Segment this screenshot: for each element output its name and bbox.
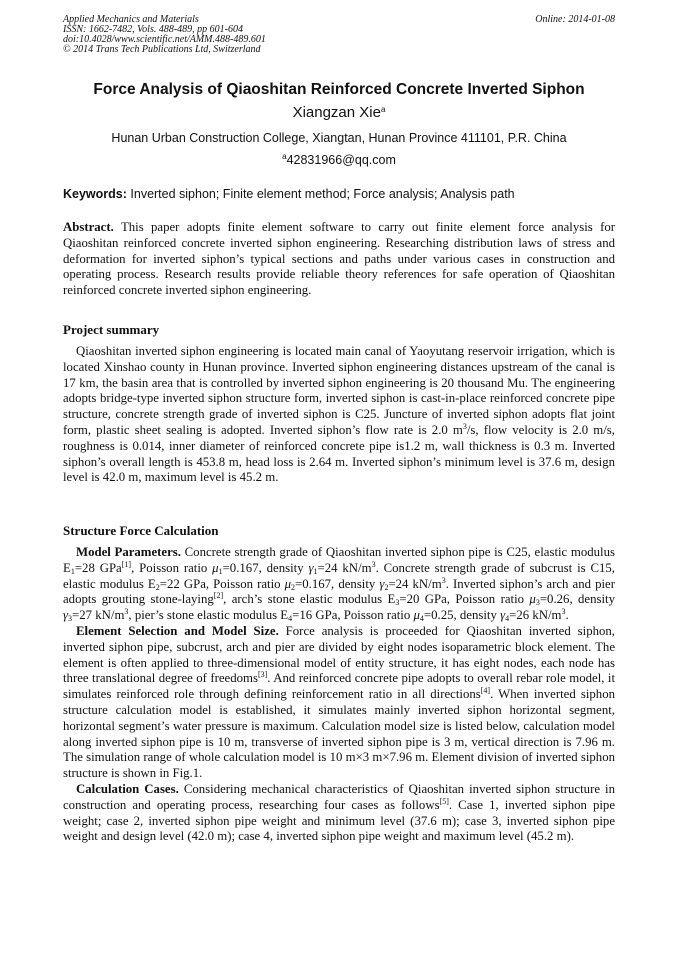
mp-sub: 2	[384, 582, 389, 592]
citation-ref: [1]	[121, 559, 132, 569]
mp-sub: 3	[68, 614, 73, 624]
mp-text: =27 kN/m	[72, 608, 125, 623]
keywords-text: Inverted siphon; Finite element method; Force analysis; Analysis path	[130, 187, 515, 201]
mp-text: =28 GPa	[74, 560, 122, 575]
author-line	[0, 103, 678, 123]
journal-header	[63, 15, 266, 55]
affiliation: Hunan Urban Construction College, Xiangtan, Hunan Province 411101, P.R. China	[111, 131, 567, 145]
calculation-cases-paragraph	[63, 782, 615, 845]
mp-sub: 4	[505, 614, 510, 624]
calculation-cases-label: Calculation Cases.	[76, 781, 179, 796]
mp-sub: 4	[288, 614, 293, 624]
structure-section	[63, 545, 615, 845]
mp-text: , arch’s stone elastic modulus E	[223, 592, 396, 607]
section-heading-structure: Structure Force Calculation	[63, 523, 219, 538]
mp-text: Concrete strength grade of Qiaoshitan inverted siphon pipe is C25, elastic modulus E	[63, 545, 615, 575]
es-text: . When inverted siphon structure calculation model is established, it simulates mainly inverted siphon horizontal segment, horizontal segment’s water pressure is maximum. Calculation model size is listed below, calculation model along inverted siphon pipe is 10 m, transverse of inverted siphon pipe is 3 m, vertical direction is 7.96 m. The simulation range of whole calculation model is 10 m×3 m×7.96 m. Element division of inverted siphon structure is shown in Fig.1.	[63, 687, 615, 781]
journal-copyright: © 2014 Trans Tech Publications Ltd, Switzerland	[63, 44, 261, 55]
abstract-label: Abstract.	[63, 220, 114, 234]
mp-sub: 3	[535, 598, 540, 608]
mp-text: =20 GPa, Poisson ratio	[399, 592, 530, 607]
model-parameters-paragraph	[63, 545, 615, 624]
element-selection-label: Element Selection and Model Size.	[76, 623, 279, 638]
journal-name: Applied Mechanics and Materials	[63, 14, 199, 25]
email-line	[0, 151, 678, 169]
mp-sub: 2	[291, 582, 296, 592]
online-date	[535, 15, 615, 25]
keywords	[63, 185, 615, 203]
mp-text: =22 GPa, Poisson ratio	[159, 576, 285, 591]
mu-symbol: μ	[284, 576, 292, 591]
mp-sub: 1	[313, 566, 318, 576]
mp-text: =0.26, density	[539, 592, 615, 607]
email-address: 42831966@qq.com	[286, 153, 396, 167]
es-text: Force analysis is proceeded for Qiaoshitan inverted siphon, inverted siphon pipe, subcrust, arch and pier are divided by eight nodes isoparametric block element. The element is often applied to three-dimensional model of entity structure, it has eight nodes, each node has three translational degree of freedoms	[63, 623, 615, 686]
mp-sub: 1	[70, 566, 75, 576]
unit-sup: 3	[441, 575, 446, 585]
mp-text: .	[565, 608, 569, 623]
paper-title: Force Analysis of Qiaoshitan Reinforced Concrete Inverted Siphon	[93, 81, 585, 98]
summary-text-1: Qiaoshitan inverted siphon engineering is located main canal of Yaoyutang reservoir irrigation, which is located Xinshao county in Hunan province. Inverted siphon engineering distances upstream of the canal is 17 km, the basin area that is controlled by inverted siphon engineering is 20 thousand Mu. The engineering adopts bridge-type inverted siphon structure form, inverted siphon is cast-in-place reinforced concrete pipe structure, concrete strength grade of inverted siphon is C25. Juncture of inverted siphon adopts flat joint form, plastic sheet sealing is adopted. Inverted siphon’s flow rate is 2.0 m	[63, 344, 615, 437]
mp-text: . Inverted siphon’s arch and pier adopts grouting stone-laying	[63, 576, 615, 607]
citation-ref: [4]	[480, 686, 491, 696]
journal-doi: doi:10.4028/www.scientific.net/AMM.488-489.601	[63, 34, 266, 45]
mp-text: , pier’s stone elastic modulus E	[128, 608, 289, 623]
mp-text: =26 kN/m	[509, 608, 562, 623]
abstract	[63, 220, 615, 299]
mp-text: =0.167, density	[222, 560, 309, 575]
citation-ref: [5]	[439, 796, 449, 806]
email-sup: a	[282, 152, 287, 161]
project-summary-paragraph	[63, 344, 615, 486]
keywords-label: Keywords:	[63, 187, 127, 201]
gamma-symbol: γ	[379, 576, 385, 591]
citation-ref: [2]	[213, 591, 224, 601]
gamma-symbol: γ	[63, 608, 69, 623]
journal-issn: ISSN: 1662-7482, Vols. 488-489, pp 601-604	[63, 24, 243, 35]
mu-symbol: μ	[529, 592, 536, 607]
gamma-symbol: γ	[500, 608, 506, 623]
summary-sup: 3	[462, 421, 467, 431]
unit-sup: 3	[561, 607, 566, 617]
unit-sup: 3	[124, 607, 129, 617]
mp-text: =24 kN/m	[388, 576, 442, 591]
online-date-text: Online: 2014-01-08	[535, 14, 615, 25]
mp-sub: 1	[218, 566, 223, 576]
cc-text: . Case 1, inverted siphon pipe weight; case 2, inverted siphon pipe weight and minimum level (37.6 m); case 3, inverted siphon pipe weight and design level (42.0 m); case 4, inverted siphon pipe weight and maximum level (45.2 m).	[63, 797, 616, 844]
mu-symbol: μ	[212, 560, 219, 575]
mp-text: =16 GPa, Poisson ratio	[292, 608, 414, 623]
mp-text: =0.25, density	[423, 608, 501, 623]
author-sup: a	[380, 105, 386, 114]
model-parameters-label: Model Parameters.	[76, 545, 181, 559]
section-heading-project-summary: Project summary	[63, 322, 160, 337]
mp-sub: 3	[395, 598, 400, 608]
es-text: . And reinforced concrete pipe adopts to overall rebar role model, it simulates reinforced role through defining reinforcement ratio in all directions	[63, 671, 615, 702]
mp-text: =24 kN/m	[317, 560, 372, 575]
mu-symbol: μ	[413, 608, 420, 623]
mp-sub: 2	[155, 582, 160, 592]
mp-text: . Concrete strength grade of subcrust is C15, elastic modulus E	[63, 560, 615, 591]
mp-text: =0.167, density	[295, 576, 380, 591]
mp-text: , Poisson ratio	[131, 560, 213, 575]
citation-ref: [3]	[257, 670, 268, 680]
gamma-symbol: γ	[308, 560, 314, 575]
abstract-text: This paper adopts finite element software to carry out finite element force analysis for Qiaoshitan reinforced concrete inverted siphon engineering. Researching distribution laws of stress and deformation for inverted siphon’s typical sections and paths under various cases in construction and operating process. Research results provide reliable theory references for safe operation of Qiaoshitan reinforced concrete inverted siphon engineering.	[63, 220, 615, 298]
cc-text: Considering mechanical characteristics of Qiaoshitan inverted siphon structure in construction and operating process, researching four cases as follows	[63, 781, 615, 812]
element-selection-paragraph	[63, 624, 615, 782]
summary-text-2: /s, flow velocity is 2.0 m/s, roughness is 0.014, inner diameter of reinforced concrete pipe is1.2 m, wall thickness is 0.3 m. Inverted siphon’s overall length is 453.8 m, head loss is 2.64 m. Inverted siphon’s minimum level is 37.6 m, design level is 42.0 m, maximum level is 45.2 m.	[63, 422, 615, 485]
unit-sup: 3	[371, 559, 376, 569]
mp-sub: 4	[419, 614, 424, 624]
author-name: Xiangzan Xie	[292, 104, 381, 121]
